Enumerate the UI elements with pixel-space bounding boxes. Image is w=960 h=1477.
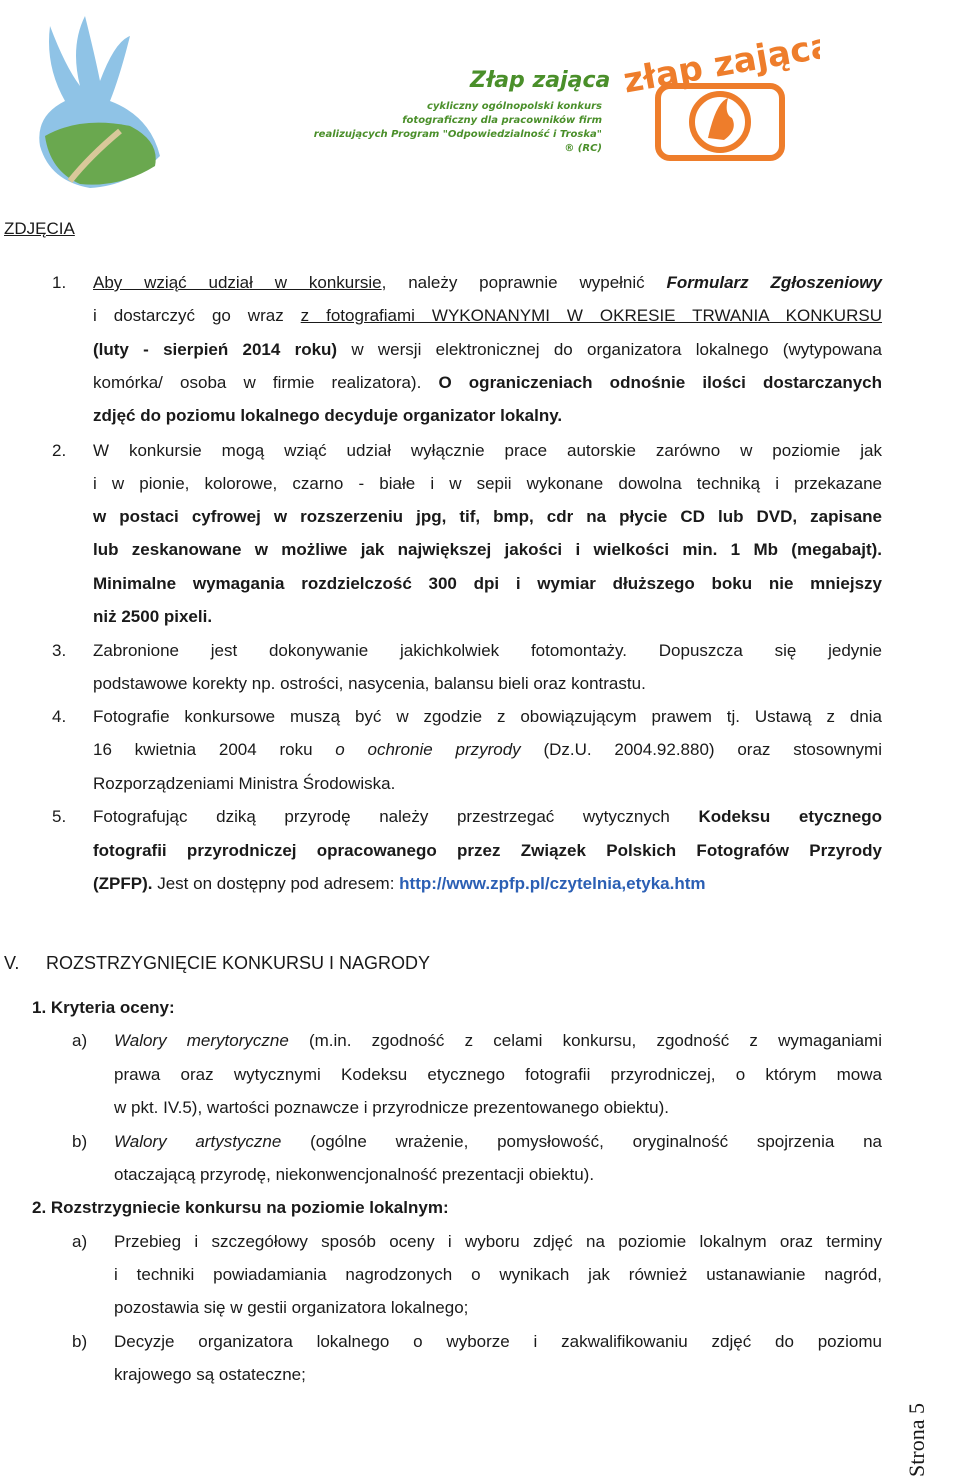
- list-letter: b): [72, 1332, 88, 1351]
- list-number: 2.: [52, 441, 67, 460]
- paragraph-line: w postaci cyfrowej w rozszerzeniu jpg, tif, bmp, cdr na płycie CD lub DVD, zapisane: [93, 507, 882, 526]
- logo-right-text: złap zająca: [620, 25, 820, 102]
- paragraph-line: niż 2500 pixeli.: [93, 607, 213, 626]
- section-heading-zdjecia: ZDJĘCIA: [4, 219, 75, 238]
- list-number: 3.: [52, 641, 67, 660]
- paragraph-line: Walory merytoryczne (m.in. zgodność z celami konkursu, zgodność z wymaganiami: [114, 1031, 882, 1050]
- paragraph-line: otaczającą przyrodę, niekonwencjonalność prezentacji obiektu).: [114, 1165, 595, 1184]
- list-number: 4.: [52, 707, 67, 726]
- list-letter: a): [72, 1232, 88, 1251]
- logo-subtitle: cykliczny ogólnopolski konkurs fotograficzny dla pracowników firm realizujących Program "Odpowiedzialność i Troska" ® (RC): [313, 101, 602, 154]
- paragraph-line: Minimalne wymagania rozdzielczość 300 dpi i wymiar dłuższego boku nie mniejszy: [93, 574, 882, 593]
- paragraph-line: Rozporządzeniami Ministra Środowiska.: [93, 774, 396, 793]
- subsection-heading: 1. Kryteria oceny:: [32, 998, 175, 1017]
- paragraph-line: (luty - sierpień 2014 roku) w wersji elektronicznej do organizatora lokalnego (wytypowana: [93, 340, 883, 359]
- paragraph-line: podstawowe korekty np. ostrości, nasycenia, balansu bieli oraz kontrastu.: [93, 674, 646, 693]
- paragraph-line: w pkt. IV.5), wartości poznawcze i przyrodnicze prezentowanego obiektu).: [114, 1098, 669, 1117]
- subsection-heading: 2. Rozstrzygniecie konkursu na poziomie lokalnym:: [32, 1198, 449, 1217]
- section-title: ROZSTRZYGNIĘCIE KONKURSU I NAGRODY: [46, 953, 431, 973]
- paragraph-line: i dostarczyć go wraz z fotografiami WYKONANYMI W OKRESIE TRWANIA KONKURSU: [93, 306, 882, 325]
- section-number: V.: [4, 953, 20, 973]
- paragraph-line: Fotografując dziką przyrodę należy przestrzegać wytycznych Kodeksu etycznego: [93, 807, 883, 826]
- paragraph-line: (ZPFP). Jest on dostępny pod adresem: http://www.zpfp.pl/czytelnia,etyka.htm: [93, 874, 706, 893]
- paragraph-line: 16 kwietnia 2004 roku o ochronie przyrody (Dz.U. 2004.92.880) oraz stosownymi: [93, 740, 882, 759]
- paragraph-line: Decyzje organizatora lokalnego o wyborze i zakwalifikowaniu zdjęć do poziomu: [114, 1332, 882, 1351]
- paragraph-line: lub zeskanowane w możliwe jak największej jakości i wielkości min. 1 Mb (megabajt).: [93, 540, 882, 559]
- paragraph-line: i techniki powiadamiania nagrodzonych o wynikach jak również ustanawianie nagród,: [114, 1265, 882, 1284]
- contest-logo-left: [10, 6, 180, 192]
- list-number: 1.: [52, 273, 67, 292]
- list-number: 5.: [52, 807, 67, 826]
- list-letter: b): [72, 1132, 88, 1151]
- paragraph-line: W konkursie mogą wziąć udział wyłącznie prace autorskie zarówno w poziomie jak: [93, 441, 882, 460]
- zpfp-link[interactable]: http://www.zpfp.pl/czytelnia,etyka.htm: [399, 874, 706, 893]
- page-number: Strona 5: [904, 1403, 929, 1477]
- list-letter: a): [72, 1031, 88, 1050]
- contest-logo-middle: [312, 58, 612, 158]
- paragraph-line: komórka/ osoba w firmie realizatora). O ograniczeniach odnośnie ilości dostarczanych: [93, 373, 882, 392]
- paragraph-line: i w pionie, kolorowe, czarno - białe i w sepii wykonane dowolna techniką i przekazane: [93, 474, 882, 493]
- paragraph-line: Przebieg i szczegółowy sposób oceny i wyboru zdjęć na poziomie lokalnym oraz terminy: [114, 1232, 882, 1251]
- logo-title: Złap zająca: [470, 68, 611, 93]
- paragraph-line: fotografii przyrodniczej opracowanego przez Związek Polskich Fotografów Przyrody: [93, 841, 882, 860]
- paragraph-line: Fotografie konkursowe muszą być w zgodzie z obowiązującym prawem tj. Ustawą z dnia: [93, 707, 882, 726]
- paragraph-line: pozostawia się w gestii organizatora lokalnego;: [114, 1298, 469, 1317]
- paragraph-line: Aby wziąć udział w konkursie, należy poprawnie wypełnić Formularz Zgłoszeniowy: [93, 273, 882, 292]
- paragraph-line: prawa oraz wytycznymi Kodeksu etycznego fotografii przyrodniczej, o którym mowa: [114, 1065, 882, 1084]
- paragraph-line: Walory artystyczne (ogólne wrażenie, pomysłowość, oryginalność spojrzenia na: [114, 1132, 882, 1151]
- paragraph-line: Zabronione jest dokonywanie jakichkolwiek fotomontaży. Dopuszcza się jedynie: [93, 641, 882, 660]
- paragraph-line: zdjęć do poziomu lokalnego decyduje organizator lokalny.: [93, 406, 563, 425]
- contest-logo-right: [620, 14, 820, 164]
- paragraph-line: krajowego są ostateczne;: [114, 1365, 306, 1384]
